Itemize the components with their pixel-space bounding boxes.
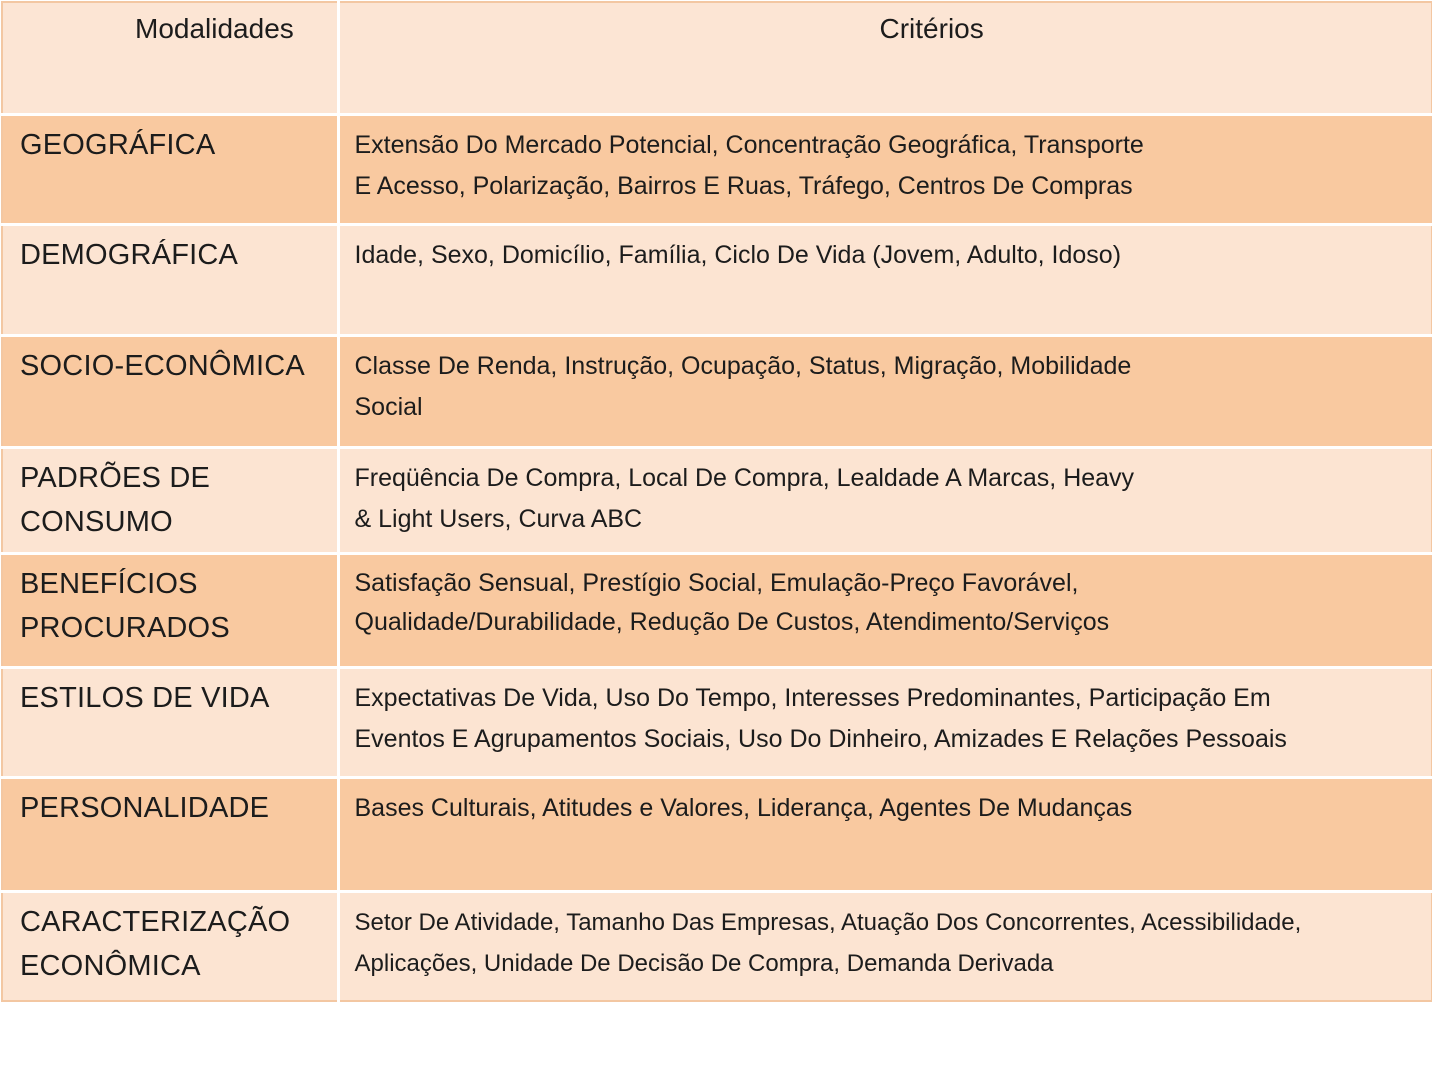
criterios-cell	[338, 114, 1432, 224]
segmentation-table	[1, 1, 1432, 1002]
table-row	[2, 447, 1432, 553]
table-row	[2, 114, 1432, 224]
modalidade-cell	[2, 224, 338, 335]
modalidade-cell	[2, 777, 338, 891]
table-row	[2, 335, 1432, 447]
criterios-cell	[338, 224, 1432, 335]
criterios-cell	[338, 891, 1432, 1001]
header-criterios: Critérios	[338, 2, 1432, 114]
criterios-text: Freqüência De Compra, Local De Compra, Lealdade A Marcas, Heavy & Light Users, Curva ABC	[354, 463, 1135, 533]
modalidade-cell	[2, 891, 338, 1001]
modalidade-cell	[2, 667, 338, 777]
table-row	[2, 891, 1432, 1001]
modalidade-cell	[2, 553, 338, 667]
modalidade-cell	[2, 447, 338, 553]
criterios-text: Extensão Do Mercado Potencial, Concentração Geográfica, Transporte E Acesso, Polarização, Bairros E Ruas, Tráfego, Centros De Compras	[354, 130, 1144, 200]
criterios-cell	[338, 667, 1432, 777]
criterios-text: Setor De Atividade, Tamanho Das Empresas, Atuação Dos Concorrentes, Acessibilidade, Aplicações, Unidade De Decisão De Compra, Demanda Derivada	[354, 908, 1302, 977]
criterios-cell	[338, 447, 1432, 553]
modalidade-text: PADRÕES DE CONSUMO	[20, 461, 211, 538]
modalidade-cell	[2, 335, 338, 447]
criterios-text: Bases Culturais, Atitudes e Valores, Liderança, Agentes De Mudanças	[354, 793, 1133, 822]
table-row	[2, 553, 1432, 667]
modalidade-text: ESTILOS DE VIDA	[20, 681, 270, 714]
criterios-text: Idade, Sexo, Domicílio, Família, Ciclo De Vida (Jovem, Adulto, Idoso)	[354, 240, 1122, 269]
table-header-row	[2, 2, 1432, 114]
criterios-cell	[338, 777, 1432, 891]
criterios-cell	[338, 553, 1432, 667]
criterios-text: Classe De Renda, Instrução, Ocupação, Status, Migração, Mobilidade Social	[354, 351, 1132, 421]
table-row	[2, 224, 1432, 335]
header-modalidades: Modalidades	[2, 2, 338, 114]
criterios-text: Satisfação Sensual, Prestígio Social, Emulação-Preço Favorável, Qualidade/Durabilidade, Redução De Custos, Atendimento/Serviços	[354, 568, 1110, 636]
modalidade-text: SOCIO-ECONÔMICA	[20, 349, 305, 382]
modalidade-text: DEMOGRÁFICA	[20, 238, 239, 271]
modalidade-text: GEOGRÁFICA	[20, 128, 216, 161]
modalidade-text: BENEFÍCIOS PROCURADOS	[20, 567, 230, 644]
modalidade-text: CARACTERIZAÇÃO ECONÔMICA	[20, 905, 291, 982]
modalidade-cell	[2, 114, 338, 224]
criterios-text: Expectativas De Vida, Uso Do Tempo, Interesses Predominantes, Participação Em Eventos E Agrupamentos Sociais, Uso Do Dinheiro, Amizades E Relações Pessoais	[354, 683, 1287, 753]
table-row	[2, 777, 1432, 891]
table-row	[2, 667, 1432, 777]
modalidade-text: PERSONALIDADE	[20, 791, 270, 824]
criterios-cell	[338, 335, 1432, 447]
